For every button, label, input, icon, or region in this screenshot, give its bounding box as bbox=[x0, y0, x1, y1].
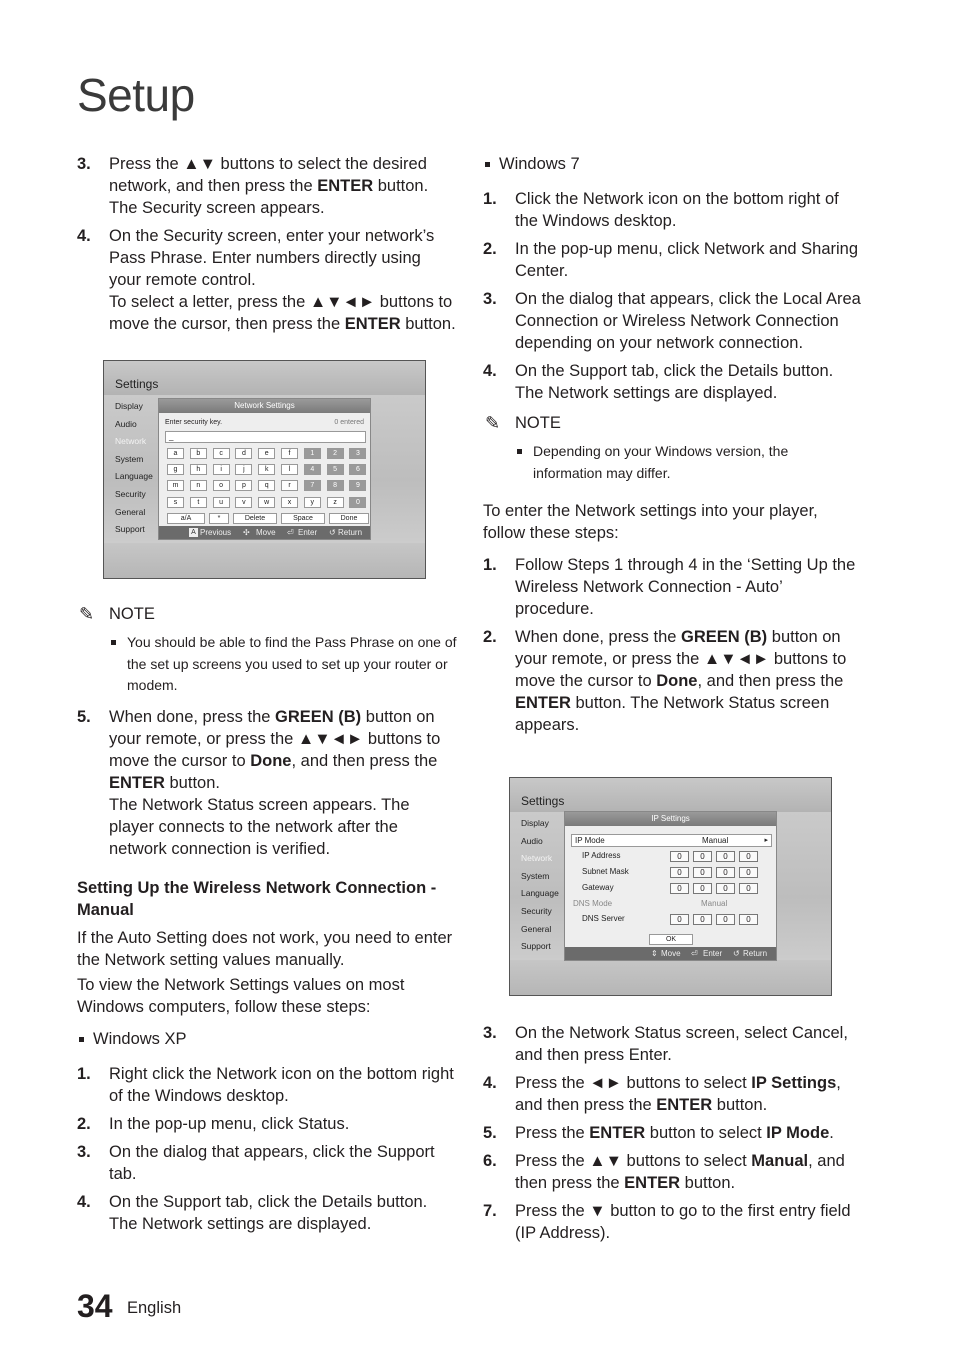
screen-title: Settings bbox=[115, 377, 159, 391]
paragraph-1: If the Auto Setting does not work, you need to enter the Network setting values manually. bbox=[77, 929, 453, 969]
dialog-footer: A Previous ✣ Move ⏎ Enter ↺ Return bbox=[159, 526, 370, 539]
ip-settings-dialog bbox=[564, 811, 777, 961]
menu-item-general: General bbox=[115, 506, 146, 517]
keyboard-key[interactable]: n bbox=[190, 480, 207, 491]
screen-title: Settings bbox=[521, 794, 565, 808]
network-settings-dialog bbox=[158, 398, 371, 540]
ip-octet-input[interactable]: 0 bbox=[716, 914, 735, 925]
keyboard-key[interactable]: Space bbox=[281, 513, 325, 524]
ip-field-label: IP Address bbox=[582, 851, 621, 860]
menu-item-support: Support bbox=[115, 524, 145, 535]
menu-item-system: System bbox=[521, 870, 550, 881]
setup-step-1: 1. Follow Steps 1 through 4 in the ‘Setting Up the Wireless Network Connection - Auto’ procedure. bbox=[483, 556, 856, 618]
keyboard-key[interactable]: m bbox=[167, 480, 184, 491]
keyboard-key[interactable]: 7 bbox=[304, 480, 321, 491]
keyboard-key[interactable]: 5 bbox=[327, 464, 344, 475]
keyboard-key[interactable]: q bbox=[258, 480, 275, 491]
keyboard-key[interactable]: i bbox=[213, 464, 230, 475]
keyboard-key[interactable]: f bbox=[281, 448, 298, 459]
ip-octet-input[interactable]: 0 bbox=[693, 883, 712, 894]
xp-step-4: 4. On the Support tab, click the Details button. The Network settings are displayed. bbox=[77, 1193, 428, 1233]
setup-step-2: 2. When done, press the GREEN (B) button on your remote, or press the ▲▼◄► buttons to move the cursor to Done, and then press the ENTER button. The Network Status screen appears. bbox=[483, 628, 847, 734]
menu-item-network: Network bbox=[521, 853, 553, 864]
menu-item-system: System bbox=[115, 453, 144, 464]
keyboard-key[interactable]: 0 bbox=[349, 497, 366, 508]
left-column-bottom bbox=[77, 706, 457, 1241]
security-key-input[interactable]: _ bbox=[165, 431, 366, 443]
w7-step-2: 2. In the pop-up menu, click Network and Sharing Center. bbox=[483, 240, 859, 280]
windows-xp-bullet: Windows XP bbox=[77, 1028, 457, 1050]
dialog-footer: ⇕ Move ⏎ Enter ↺ Return bbox=[565, 947, 776, 960]
ip-octet-input[interactable]: 0 bbox=[739, 851, 758, 862]
menu-item-general: General bbox=[521, 923, 552, 934]
dialog-title: IP Settings bbox=[565, 812, 776, 826]
ip-octet-input[interactable]: 0 bbox=[716, 851, 735, 862]
settings-menu bbox=[521, 815, 559, 956]
settings-menu bbox=[115, 398, 153, 539]
keyboard-key[interactable]: c bbox=[213, 448, 230, 459]
ip-octet-input[interactable]: 0 bbox=[693, 867, 712, 878]
arrow-right-icon: ▸ bbox=[764, 837, 768, 844]
keyboard-key[interactable]: z bbox=[327, 497, 344, 508]
right-column-top: Windows 7 1. Click the Network icon on the bottom right of the Windows desktop. 2. In the pop-up menu, click Network and Sharing Center. 3. On the dialog that appears, click the Local Area Connection or Wireless Network Connection depending on your network connection. 4. On the Support tab, click the Details button. The Network settings are displayed. ✎ NOTE Depending on your Windows version, the information may differ. To enter the Network settings into your player, follow these steps: 1. Follow Steps 1 through 4 in the ‘Setting Up the Wireless Network Connection - Auto’ procedure. 2. When done, press the GREEN (B) button on your remote, or press the ▲▼◄► buttons to move the cursor to Done, and then press the ENTER button. The Network Status screen appears. bbox=[483, 155, 861, 734]
keyboard-key[interactable]: * bbox=[209, 513, 229, 524]
page-language: English bbox=[127, 1299, 182, 1317]
up-down-icon: ⇕ bbox=[651, 949, 658, 958]
keyboard-key[interactable]: r bbox=[281, 480, 298, 491]
step-3: 3. Press the ▲▼ buttons to select the desired network, and then press the ENTER button. The Security screen appears. bbox=[77, 155, 429, 217]
keyboard-key[interactable]: b bbox=[190, 448, 207, 459]
keyboard-key[interactable]: e bbox=[258, 448, 275, 459]
keyboard-key[interactable]: 6 bbox=[349, 464, 366, 475]
keyboard-key[interactable]: l bbox=[281, 464, 298, 475]
move-icon: ✣ bbox=[243, 528, 250, 537]
keyboard-key[interactable]: j bbox=[235, 464, 252, 475]
left-column-top bbox=[77, 153, 457, 341]
keyboard-key[interactable]: g bbox=[167, 464, 184, 475]
security-prompt: Enter security key. bbox=[165, 419, 223, 426]
setup-step-5: 5. Press the ENTER button to select IP Mode. bbox=[483, 1124, 834, 1142]
keyboard-key[interactable]: y bbox=[304, 497, 321, 508]
paragraph-2: To view the Network Settings values on most Windows computers, follow these steps: bbox=[77, 976, 405, 1016]
keyboard-key[interactable]: k bbox=[258, 464, 275, 475]
paragraph-3: To enter the Network settings into your player, follow these steps: bbox=[483, 502, 818, 542]
keyboard-key[interactable]: d bbox=[235, 448, 252, 459]
ip-mode-selector[interactable]: IP Mode Manual ▸ bbox=[571, 834, 772, 847]
ip-octet-input[interactable]: 0 bbox=[739, 867, 758, 878]
enter-icon: ⏎ bbox=[287, 528, 294, 537]
keyboard-key[interactable]: a/A bbox=[167, 513, 205, 524]
setup-step-7: 7. Press the ▼ button to go to the first entry field (IP Address). bbox=[483, 1202, 851, 1242]
keyboard-key[interactable]: u bbox=[213, 497, 230, 508]
keyboard-key[interactable]: o bbox=[213, 480, 230, 491]
entered-count: 0 entered bbox=[334, 419, 364, 426]
ip-octet-input[interactable]: 0 bbox=[693, 914, 712, 925]
keyboard-key[interactable]: a bbox=[167, 448, 184, 459]
menu-item-network: Network bbox=[115, 436, 147, 447]
ip-octet-input[interactable]: 0 bbox=[670, 851, 689, 862]
keyboard-key[interactable]: t bbox=[190, 497, 207, 508]
ip-octet-input[interactable]: 0 bbox=[670, 867, 689, 878]
note-1: ✎ NOTE You should be able to find the Pass Phrase on one of the set up screens you used to set up your router or modem. bbox=[79, 604, 457, 693]
keyboard-key[interactable]: w bbox=[258, 497, 275, 508]
keyboard-key[interactable]: Done bbox=[329, 513, 369, 524]
ip-octet-input[interactable]: 0 bbox=[693, 851, 712, 862]
xp-step-2: 2. In the pop-up menu, click Status. bbox=[77, 1115, 350, 1133]
dns-mode-value: Manual bbox=[701, 899, 728, 908]
keyboard-key[interactable]: s bbox=[167, 497, 184, 508]
dialog-title: Network Settings bbox=[159, 399, 370, 413]
ip-field-label: Subnet Mask bbox=[582, 867, 629, 876]
network-settings-screenshot bbox=[103, 360, 426, 579]
a-button-icon: A bbox=[189, 528, 198, 537]
return-icon: ↺ bbox=[733, 949, 740, 958]
keyboard-key[interactable]: 1 bbox=[304, 448, 321, 459]
ip-octet-input[interactable]: 0 bbox=[716, 883, 735, 894]
w7-step-1: 1. Click the Network icon on the bottom right of the Windows desktop. bbox=[483, 190, 839, 230]
ip-octet-input[interactable]: 0 bbox=[670, 883, 689, 894]
menu-item-security: Security bbox=[521, 905, 552, 916]
keyboard-key[interactable]: h bbox=[190, 464, 207, 475]
keyboard-key[interactable]: p bbox=[235, 480, 252, 491]
keyboard-key[interactable]: v bbox=[235, 497, 252, 508]
keyboard-key[interactable]: 3 bbox=[349, 448, 366, 459]
xp-step-3: 3. On the dialog that appears, click the Support tab. bbox=[77, 1143, 435, 1183]
step-4: 4. On the Security screen, enter your network’s Pass Phrase. Enter numbers directly using your remote control. To select a letter, press the ▲▼◄► buttons to move the cursor, then press the ENTER button. bbox=[77, 227, 456, 333]
ip-octet-input[interactable]: 0 bbox=[739, 883, 758, 894]
page-number: 34 bbox=[77, 1288, 113, 1324]
keyboard-key[interactable]: Delete bbox=[233, 513, 277, 524]
keyboard-key[interactable]: 4 bbox=[304, 464, 321, 475]
ip-octet-input[interactable]: 0 bbox=[670, 914, 689, 925]
menu-item-security: Security bbox=[115, 488, 146, 499]
pencil-icon: ✎ bbox=[485, 413, 501, 433]
xp-step-1: 1. Right click the Network icon on the bottom right of the Windows desktop. bbox=[77, 1065, 454, 1105]
ok-button[interactable]: OK bbox=[649, 934, 693, 945]
menu-item-language: Language bbox=[521, 888, 559, 899]
menu-item-language: Language bbox=[115, 471, 153, 482]
ip-field-label: Gateway bbox=[582, 883, 614, 892]
setup-step-4: 4. Press the ◄► buttons to select IP Settings, and then press the ENTER button. bbox=[483, 1074, 841, 1114]
right-column-bottom bbox=[483, 1022, 861, 1250]
pencil-icon: ✎ bbox=[79, 604, 95, 624]
setup-step-3: 3. On the Network Status screen, select Cancel, and then press Enter. bbox=[483, 1024, 848, 1064]
return-icon: ↺ bbox=[329, 528, 336, 537]
enter-icon: ⏎ bbox=[691, 949, 698, 958]
keyboard-key[interactable]: 8 bbox=[327, 480, 344, 491]
menu-item-display: Display bbox=[115, 401, 143, 411]
keyboard-key[interactable]: 2 bbox=[327, 448, 344, 459]
menu-item-audio: Audio bbox=[115, 418, 137, 429]
section-heading: Setting Up the Wireless Network Connection - Manual bbox=[77, 879, 437, 919]
w7-step-3: 3. On the dialog that appears, click the Local Area Connection or Wireless Network Connection depending on your network connection. bbox=[483, 290, 861, 352]
page-title: Setup bbox=[77, 69, 195, 121]
step-5: 5. When done, press the GREEN (B) button on your remote, or press the ▲▼◄► buttons to move the cursor to Done, and then press the ENTER button. The Network Status screen appears. The player connects to the network after the network connection is verified. bbox=[77, 708, 441, 858]
w7-step-4: 4. On the Support tab, click the Details button. The Network settings are displayed. bbox=[483, 362, 834, 402]
menu-item-audio: Audio bbox=[521, 835, 543, 846]
ip-octet-input[interactable]: 0 bbox=[716, 867, 735, 878]
note-2: ✎ NOTE bbox=[485, 413, 561, 433]
menu-item-display: Display bbox=[521, 818, 549, 828]
dns-mode-label: DNS Mode bbox=[573, 899, 613, 908]
ip-settings-screenshot bbox=[509, 777, 832, 996]
keyboard-key[interactable]: x bbox=[281, 497, 298, 508]
ip-octet-input[interactable]: 0 bbox=[739, 914, 758, 925]
ip-field-label: DNS Server bbox=[582, 914, 625, 923]
windows-7-bullet: Windows 7 bbox=[483, 153, 861, 175]
menu-item-support: Support bbox=[521, 941, 551, 952]
keyboard-key[interactable]: 9 bbox=[349, 480, 366, 491]
setup-step-6: 6. Press the ▲▼ buttons to select Manual, and then press the ENTER button. bbox=[483, 1152, 845, 1192]
